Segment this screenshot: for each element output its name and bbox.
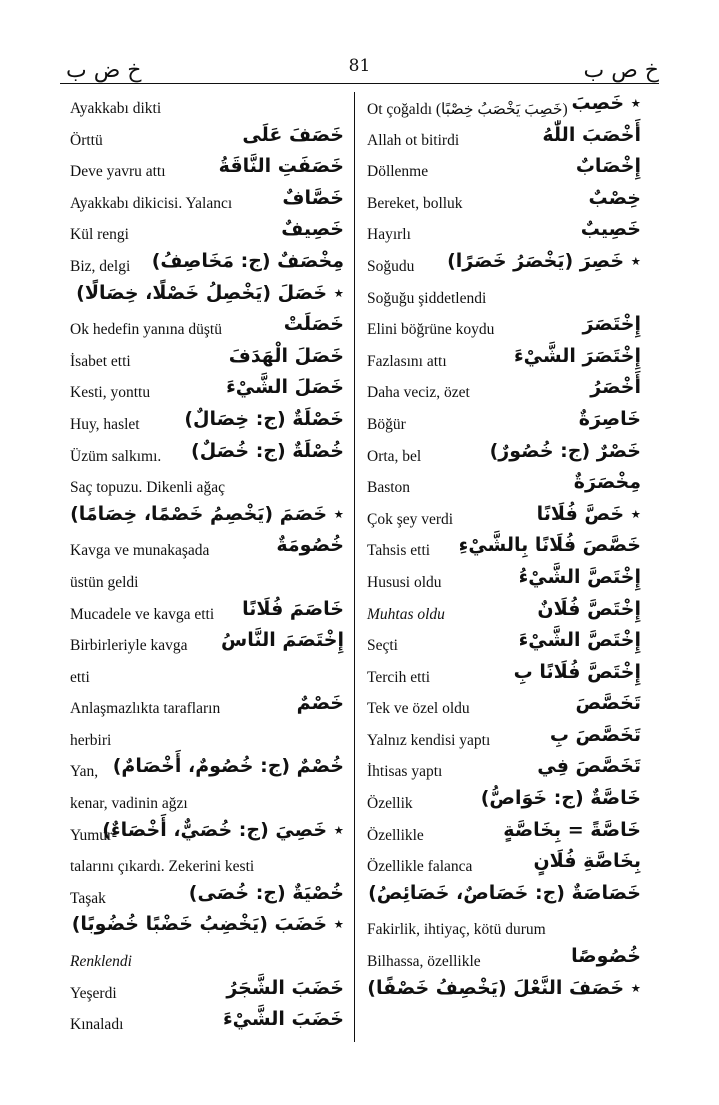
turkish-meaning: Taşak xyxy=(70,889,106,907)
arabic-headword: خَضَبَ الشَّجَرُ xyxy=(226,976,344,999)
arabic-headword: ٭ خَصِيَ (ج: خُصَيٌّ، أَخْصَاءٌ) xyxy=(102,818,344,841)
right-entry xyxy=(367,471,641,503)
turkish-meaning: Kınaladı xyxy=(70,1016,124,1034)
turkish-meaning: Renklendi xyxy=(70,953,132,971)
turkish-meaning: Özellikle falanca xyxy=(367,858,473,876)
right-entry xyxy=(367,566,641,598)
turkish-meaning: Soğudu xyxy=(367,257,415,275)
arabic-headword: خَصْمٌ xyxy=(296,692,344,715)
turkish-meaning: Ok hedefin yanına düştü xyxy=(70,321,222,339)
arabic-headword: خُصْمٌ (ج: خُصُومٌ، أَخْصَامٌ) xyxy=(112,755,344,778)
left-entry xyxy=(70,250,344,282)
arabic-headword: بِخَاصَّةِ فُلَانٍ xyxy=(533,850,641,873)
right-entry xyxy=(367,124,641,156)
left-entry xyxy=(70,92,344,124)
right-entry xyxy=(367,187,641,219)
turkish-meaning: Fakirlik, ihtiyaç, kötü durum xyxy=(367,921,546,939)
column-divider xyxy=(354,92,355,1042)
turkish-meaning: Üzüm salkımı. xyxy=(70,447,162,465)
arabic-headword: إِخْتَصَّ فُلَانًا بِ xyxy=(513,660,641,683)
turkish-meaning: talarını çıkardı. Zekerini kesti xyxy=(70,858,255,876)
turkish-meaning: İsabet etti xyxy=(70,352,131,370)
left-entry xyxy=(70,187,344,219)
arabic-headword: خُصُوصًا xyxy=(571,945,641,968)
page-number: 81 xyxy=(348,56,371,76)
turkish-meaning: Deve yavru attı xyxy=(70,163,166,181)
arabic-headword: أَخْصَبَ اللّٰهُ xyxy=(542,123,641,146)
right-entry xyxy=(367,945,641,977)
left-entry xyxy=(70,882,344,914)
turkish-meaning: Biz, delgi xyxy=(70,257,131,275)
right-entry xyxy=(367,629,641,661)
turkish-meaning: Seçti xyxy=(367,637,398,655)
left-entry xyxy=(70,534,344,566)
turkish-meaning: Özellikle xyxy=(367,826,424,844)
right-entry xyxy=(367,503,641,535)
left-entry xyxy=(70,977,344,1009)
turkish-meaning: Döllenme xyxy=(367,163,429,181)
arabic-headword: إِخْتَصَّ الشَّيْءُ xyxy=(518,565,641,588)
arabic-headword: خَصِيبٌ xyxy=(580,218,641,241)
arabic-headword: خَضَبَ الشَّيْءَ xyxy=(222,1008,344,1031)
left-entry xyxy=(70,155,344,187)
turkish-meaning: Baston xyxy=(367,479,411,497)
arabic-headword: إِخْتَصَرَ xyxy=(582,313,641,336)
arabic-headword: إِخْتَصَّ الشَّيْءَ xyxy=(518,629,641,652)
left-entry xyxy=(70,471,344,503)
turkish-meaning: Saç topuzu. Dikenli ağaç xyxy=(70,479,225,497)
turkish-meaning: Örttü xyxy=(70,131,103,149)
right-entry xyxy=(367,282,641,314)
left-entry xyxy=(70,819,344,851)
arabic-headword: ٭ خَصَمَ (يَخْصِمُ خَصْمًا، خِصَامًا) xyxy=(70,502,344,525)
turkish-meaning: Daha veciz, özet xyxy=(367,384,470,402)
left-entry xyxy=(70,850,344,882)
left-entry xyxy=(70,913,344,945)
left-entry xyxy=(70,661,344,693)
turkish-meaning: Yeşerdi xyxy=(70,984,117,1002)
turkish-meaning: Huy, haslet xyxy=(70,415,140,433)
left-entry xyxy=(70,724,344,756)
turkish-meaning: Kül rengi xyxy=(70,226,129,244)
header-letters-left: خ ض ب xyxy=(66,58,142,83)
right-entry xyxy=(367,913,641,945)
right-entry xyxy=(367,787,641,819)
right-entry xyxy=(367,376,641,408)
left-entry xyxy=(70,345,344,377)
turkish-meaning: Birbirleriyle kavga xyxy=(70,637,188,655)
arabic-headword: خَصْرٌ (ج: خُصُورٌ) xyxy=(489,439,641,462)
turkish-meaning: İhtisas yaptı xyxy=(367,763,443,781)
header-letters-right: خ ص ب xyxy=(583,58,659,83)
turkish-meaning: Tek ve özel oldu xyxy=(367,700,470,718)
arabic-headword: تَخَصَّصَ xyxy=(575,692,641,715)
arabic-headword: ٭ خَصَّ فُلَانًا xyxy=(536,502,641,525)
right-entry xyxy=(367,440,641,472)
arabic-headword: مِخْصَرَةٌ xyxy=(573,471,641,494)
right-entry xyxy=(367,250,641,282)
arabic-headword: خُصْلَةٌ (ج: خُصَلٌ) xyxy=(191,439,344,462)
arabic-headword: ٭ خَصِبَ xyxy=(571,92,641,114)
arabic-headword: خَصِيفٌ xyxy=(281,218,344,241)
turkish-meaning: Yan, xyxy=(70,763,99,781)
right-entry xyxy=(367,313,641,345)
turkish-meaning: Allah ot bitirdi xyxy=(367,131,460,149)
turkish-meaning: Orta, bel xyxy=(367,447,422,465)
arabic-headword: خَاصِرَةٌ xyxy=(578,407,641,430)
left-entry xyxy=(70,787,344,819)
turkish-meaning: Anlaşmazlıkta tarafların xyxy=(70,700,221,718)
left-entry xyxy=(70,282,344,314)
turkish-meaning: Böğür xyxy=(367,415,406,433)
arabic-headword: خَصَفَ عَلَى xyxy=(242,123,344,146)
right-entry xyxy=(367,882,641,914)
right-entry xyxy=(367,92,641,124)
left-entry xyxy=(70,629,344,661)
arabic-headword: خَصَفَتِ النَّاقَةُ xyxy=(218,155,344,178)
arabic-headword: ٭ خَضَبَ (يَخْضِبُ خَضْبًا خُضُوبًا) xyxy=(71,913,344,936)
right-entry xyxy=(367,598,641,630)
turkish-meaning: herbiri xyxy=(70,731,112,749)
arabic-headword: خَصَّصَ فُلَانًا بِالشَّيْءِ xyxy=(458,534,641,557)
header-rule xyxy=(60,83,659,84)
left-entry xyxy=(70,1008,344,1040)
right-entry xyxy=(367,977,641,1009)
left-entry xyxy=(70,503,344,535)
right-entry xyxy=(367,661,641,693)
arabic-headword: أَخْصَرُ xyxy=(590,376,641,399)
turkish-meaning: Bereket, bolluk xyxy=(367,194,463,212)
turkish-meaning: Yalnız kendisi yaptı xyxy=(367,731,491,749)
arabic-headword: خُصْيَةٌ (ج: خُصَى) xyxy=(188,881,344,904)
arabic-headword: ٭ خَصِرَ (يَخْصَرُ خَصَرًا) xyxy=(447,249,641,272)
turkish-meaning: Bilhassa, özellikle xyxy=(367,953,481,971)
left-entry xyxy=(70,124,344,156)
left-entry xyxy=(70,755,344,787)
arabic-headword: خَصَاصَةٌ (ج: خَصَاصٌ، خَصَائِصُ) xyxy=(368,881,641,904)
arabic-headword: إِخْتَصَمَ النَّاسُ xyxy=(221,629,344,652)
arabic-headword: خَصَلَ الْهَدَفَ xyxy=(228,344,344,367)
turkish-meaning: Ayakkabı dikti xyxy=(70,100,162,117)
left-entry xyxy=(70,692,344,724)
left-entry xyxy=(70,313,344,345)
turkish-meaning: Çok şey verdi xyxy=(367,510,454,528)
arabic-headword: خَاصَمَ فُلَانًا xyxy=(242,597,344,620)
left-entry xyxy=(70,376,344,408)
arabic-headword: خَاصَّةً = بِخَاصَّةٍ xyxy=(503,818,641,841)
arabic-headword: خَصَلَ الشَّيْءَ xyxy=(226,376,344,399)
right-entry xyxy=(367,755,641,787)
arabic-headword: خَصَّافٌ xyxy=(282,186,344,209)
right-entry xyxy=(367,218,641,250)
turkish-meaning: Tercih etti xyxy=(367,668,431,686)
arabic-headword: ٭ خَصَلَ (يَخْصِلُ خَصْلًا، خِصَالًا) xyxy=(76,281,344,304)
right-entry xyxy=(367,819,641,851)
turkish-meaning: Mucadele ve kavga etti xyxy=(70,605,215,623)
turkish-meaning: Soğuğu şiddetlendi xyxy=(367,289,487,307)
left-column xyxy=(70,92,344,1040)
turkish-meaning: Kesti, yonttu xyxy=(70,384,151,402)
turkish-meaning: Fazlasını attı xyxy=(367,352,447,370)
arabic-headword: إِخْتَصَّ فُلَانٌ xyxy=(537,597,641,620)
right-entry xyxy=(367,155,641,187)
right-entry xyxy=(367,408,641,440)
turkish-meaning: Özellik xyxy=(367,795,413,813)
left-entry xyxy=(70,440,344,472)
turkish-meaning: Ayakkabı dikicisi. Yalancı xyxy=(70,194,233,212)
turkish-meaning: Yumur- xyxy=(70,826,118,844)
left-entry xyxy=(70,408,344,440)
left-entry xyxy=(70,945,344,977)
turkish-meaning: Hayırlı xyxy=(367,226,411,244)
right-column xyxy=(367,92,641,1008)
arabic-headword: خَصَلَتْ xyxy=(283,313,344,336)
arabic-headword: خَصْلَةٌ (ج: خِصَالٌ) xyxy=(184,407,344,430)
turkish-meaning: Elini böğrüne koydu xyxy=(367,321,495,339)
right-entry xyxy=(367,850,641,882)
right-entry xyxy=(367,534,641,566)
arabic-headword: خِصْبٌ xyxy=(588,186,641,209)
page-header xyxy=(60,50,659,83)
left-entry xyxy=(70,598,344,630)
turkish-meaning: Kavga ve munakaşada xyxy=(70,542,210,560)
right-entry xyxy=(367,692,641,724)
turkish-meaning: Tahsis etti xyxy=(367,542,431,560)
turkish-meaning: üstün geldi xyxy=(70,573,139,591)
left-entry xyxy=(70,566,344,598)
arabic-headword: إِخْتَصَرَ الشَّيْءَ xyxy=(513,344,641,367)
turkish-meaning: Hususi oldu xyxy=(367,573,442,591)
arabic-headword: ٭ خَصَفَ النَّعْلَ (يَخْصِفُ خَصْفًا) xyxy=(367,976,641,999)
arabic-headword: مِخْصَفٌ (ج: مَخَاصِفُ) xyxy=(151,249,344,272)
turkish-meaning: kenar, vadinin ağzı xyxy=(70,795,188,813)
arabic-headword: إِخْصَابٌ xyxy=(575,155,641,178)
turkish-meaning: Ot çoğaldı (خَصِبَ يَخْصَبُ خِصْبًا) xyxy=(367,101,568,118)
arabic-headword: تَخَصَّصَ بِ xyxy=(549,723,641,746)
arabic-headword: خُصُومَةٌ xyxy=(276,534,344,557)
turkish-meaning: Muhtas oldu xyxy=(367,605,445,623)
right-entry xyxy=(367,724,641,756)
arabic-headword: تَخَصَّصَ فِي xyxy=(537,755,641,778)
left-entry xyxy=(70,218,344,250)
turkish-meaning: etti xyxy=(70,668,90,686)
right-entry xyxy=(367,345,641,377)
arabic-headword: خَاصَّةٌ (ج: خَوَاصُّ) xyxy=(480,787,641,810)
